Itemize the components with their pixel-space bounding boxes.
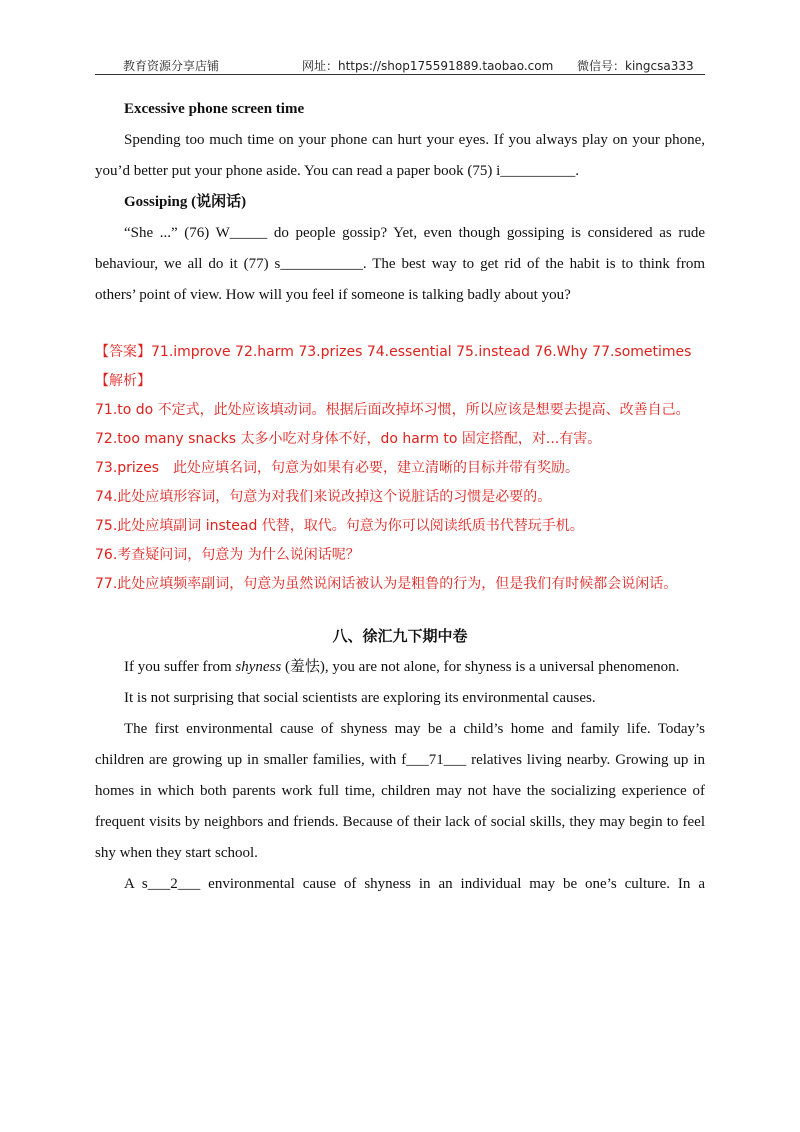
analysis-note-74: 74.此处应填形容词，句意为对我们来说改掉这个说脏话的习惯是必要的。 [95, 489, 552, 505]
gossip-section-text: “She ...” (76) W_____ do people gossip? Yet, even though gossiping is considered as rude behaviour, we all do it (77) s___________. The best way to get rid of the habit is to think from others’ point of view. How will you feel if someone is talking badly about you? [95, 225, 705, 303]
analysis-label: 【解析】 [95, 373, 151, 389]
passage-paragraph-2: It is not surprising that social scientists are exploring its environmental causes. [124, 690, 596, 706]
analysis-note-77: 77.此处应填频率副词，句意为虽然说闲话被认为是粗鲁的行为，但是我们有时候都会说闲话。 [95, 576, 678, 592]
analysis-note-73: 73.prizes 此处应填名词，句意为如果有必要，建立清晰的目标并带有奖励。 [95, 460, 580, 476]
phone-section-text: Spending too much time on your phone can hurt your eyes. If you always play on your phone, you’d better put your phone aside. You can read a paper book (75) i__________. [95, 132, 705, 179]
passage-p1-end: (羞怯), you are not alone, for shyness is a universal phenomenon. [281, 659, 680, 675]
analysis-note-72: 72.too many snacks 太多小吃对身体不好，do harm to 固定搭配，对...有害。 [95, 431, 602, 447]
section-title: 八、徐汇九下期中卷 [332, 627, 468, 645]
analysis-note-71: 71.to do 不定式，此处应该填动词。根据后面改掉坏习惯，所以应该是想要去提高、改善自己。 [95, 402, 690, 418]
header-wechat: 微信号：kingcsa333 [577, 59, 694, 73]
page-content [95, 94, 705, 900]
passage-paragraph-3: The first environmental cause of shyness may be a child’s home and family life. Today’s children are growing up in smaller families, with f___71___ relatives living nearby. Growing up in homes in which both parents work full time, children may not have the socializing experience of frequent visits by neighbors and friends. Because of their lack of social skills, they may begin to feel shy when they start school. [95, 721, 705, 861]
passage-p1-start: If you suffer from [124, 659, 236, 675]
answer-key: 【答案】71.improve 72.harm 73.prizes 74.essential 75.instead 76.Why 77.sometimes [95, 344, 692, 360]
passage-paragraph-4: A s___2___ environmental cause of shyness in an individual may be one’s culture. In a [124, 876, 705, 892]
page-header [95, 56, 705, 75]
analysis-note-76: 76.考查疑问词，句意为 为什么说闲话呢？ [95, 547, 360, 563]
header-url: 网址：https://shop175591889.taobao.com [302, 59, 554, 73]
passage-paragraph-1 [95, 652, 705, 683]
header-shop-name: 教育资源分享店铺 [123, 59, 220, 73]
gossip-section-title: Gossiping (说闲话) [124, 194, 247, 210]
phone-section-title: Excessive phone screen time [124, 101, 305, 117]
shyness-term: shyness [235, 659, 282, 675]
analysis-note-75: 75.此处应填副词 instead 代替，取代。句意为你可以阅读纸质书代替玩手机。 [95, 518, 584, 534]
